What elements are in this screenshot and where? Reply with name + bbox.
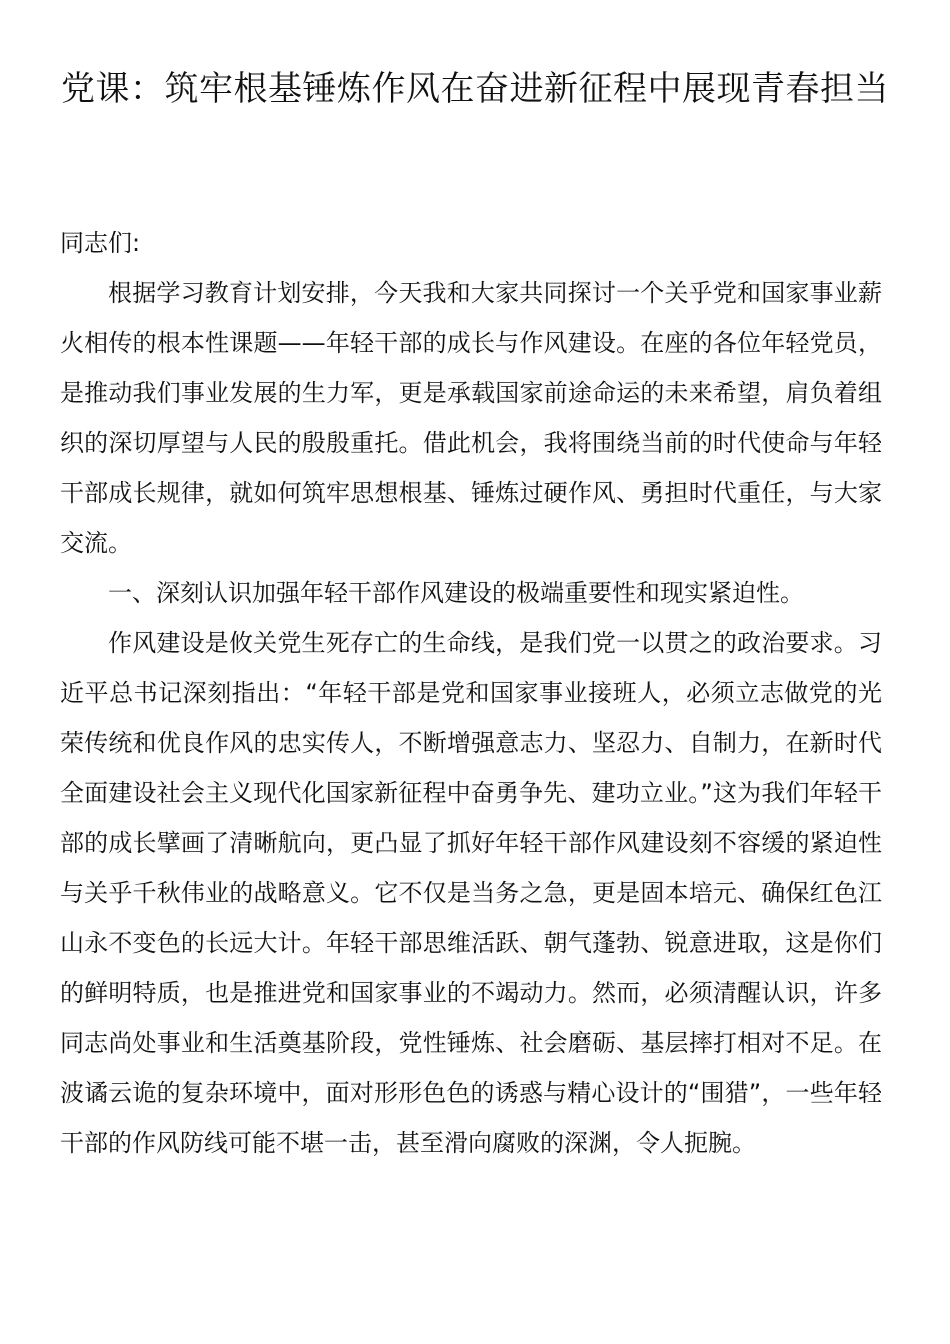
document-title: 党课：筑牢根基锤炼作风在奋进新征程中展现青春担当 bbox=[61, 69, 889, 109]
document-body bbox=[60, 218, 882, 1168]
salutation: 同志们: bbox=[60, 229, 141, 257]
paragraph-intro: 根据学习教育计划安排，今天我和大家共同探讨一个关乎党和国家事业薪火相传的根本性课题——年轻干部的成长与作风建设。在座的各位年轻党员，是推动我们事业发展的生力军，更是承载国家前途命运的未来希望，肩负着组织的深切厚望与人民的殷殷重托。借此机会，我将围绕当前的时代使命与年轻干部成长规律，就如何筑牢思想根基、锤炼过硬作风、勇担时代重任，与大家交流。 bbox=[60, 279, 882, 557]
paragraph-section-1: 作风建设是攸关党生死存亡的生命线，是我们党一以贯之的政治要求。习近平总书记深刻指出：“年轻干部是党和国家事业接班人，必须立志做党的光荣传统和优良作风的忠实传人，不断增强意志力、坚忍力、自制力，在新时代全面建设社会主义现代化国家新征程中奋勇争先、建功立业。”这为我们年轻干部的成长擘画了清晰航向，更凸显了抓好年轻干部作风建设刻不容缓的紧迫性与关乎千秋伟业的战略意义。它不仅是当务之急，更是固本培元、确保红色江山永不变色的长远大计。年轻干部思维活跃、朝气蓬勃、锐意进取，这是你们的鲜明特质，也是推进党和国家事业的不竭动力。然而，必须清醒认识，许多同志尚处事业和生活奠基阶段，党性锤炼、社会磨砺、基层摔打相对不足。在波谲云诡的复杂环境中，面对形形色色的诱惑与精心设计的“围猎”，一些年轻干部的作风防线可能不堪一击，甚至滑向腐败的深渊，令人扼腕。 bbox=[60, 629, 882, 1157]
section-heading-1: 一、深刻认识加强年轻干部作风建设的极端重要性和现实紧迫性。 bbox=[108, 579, 804, 607]
